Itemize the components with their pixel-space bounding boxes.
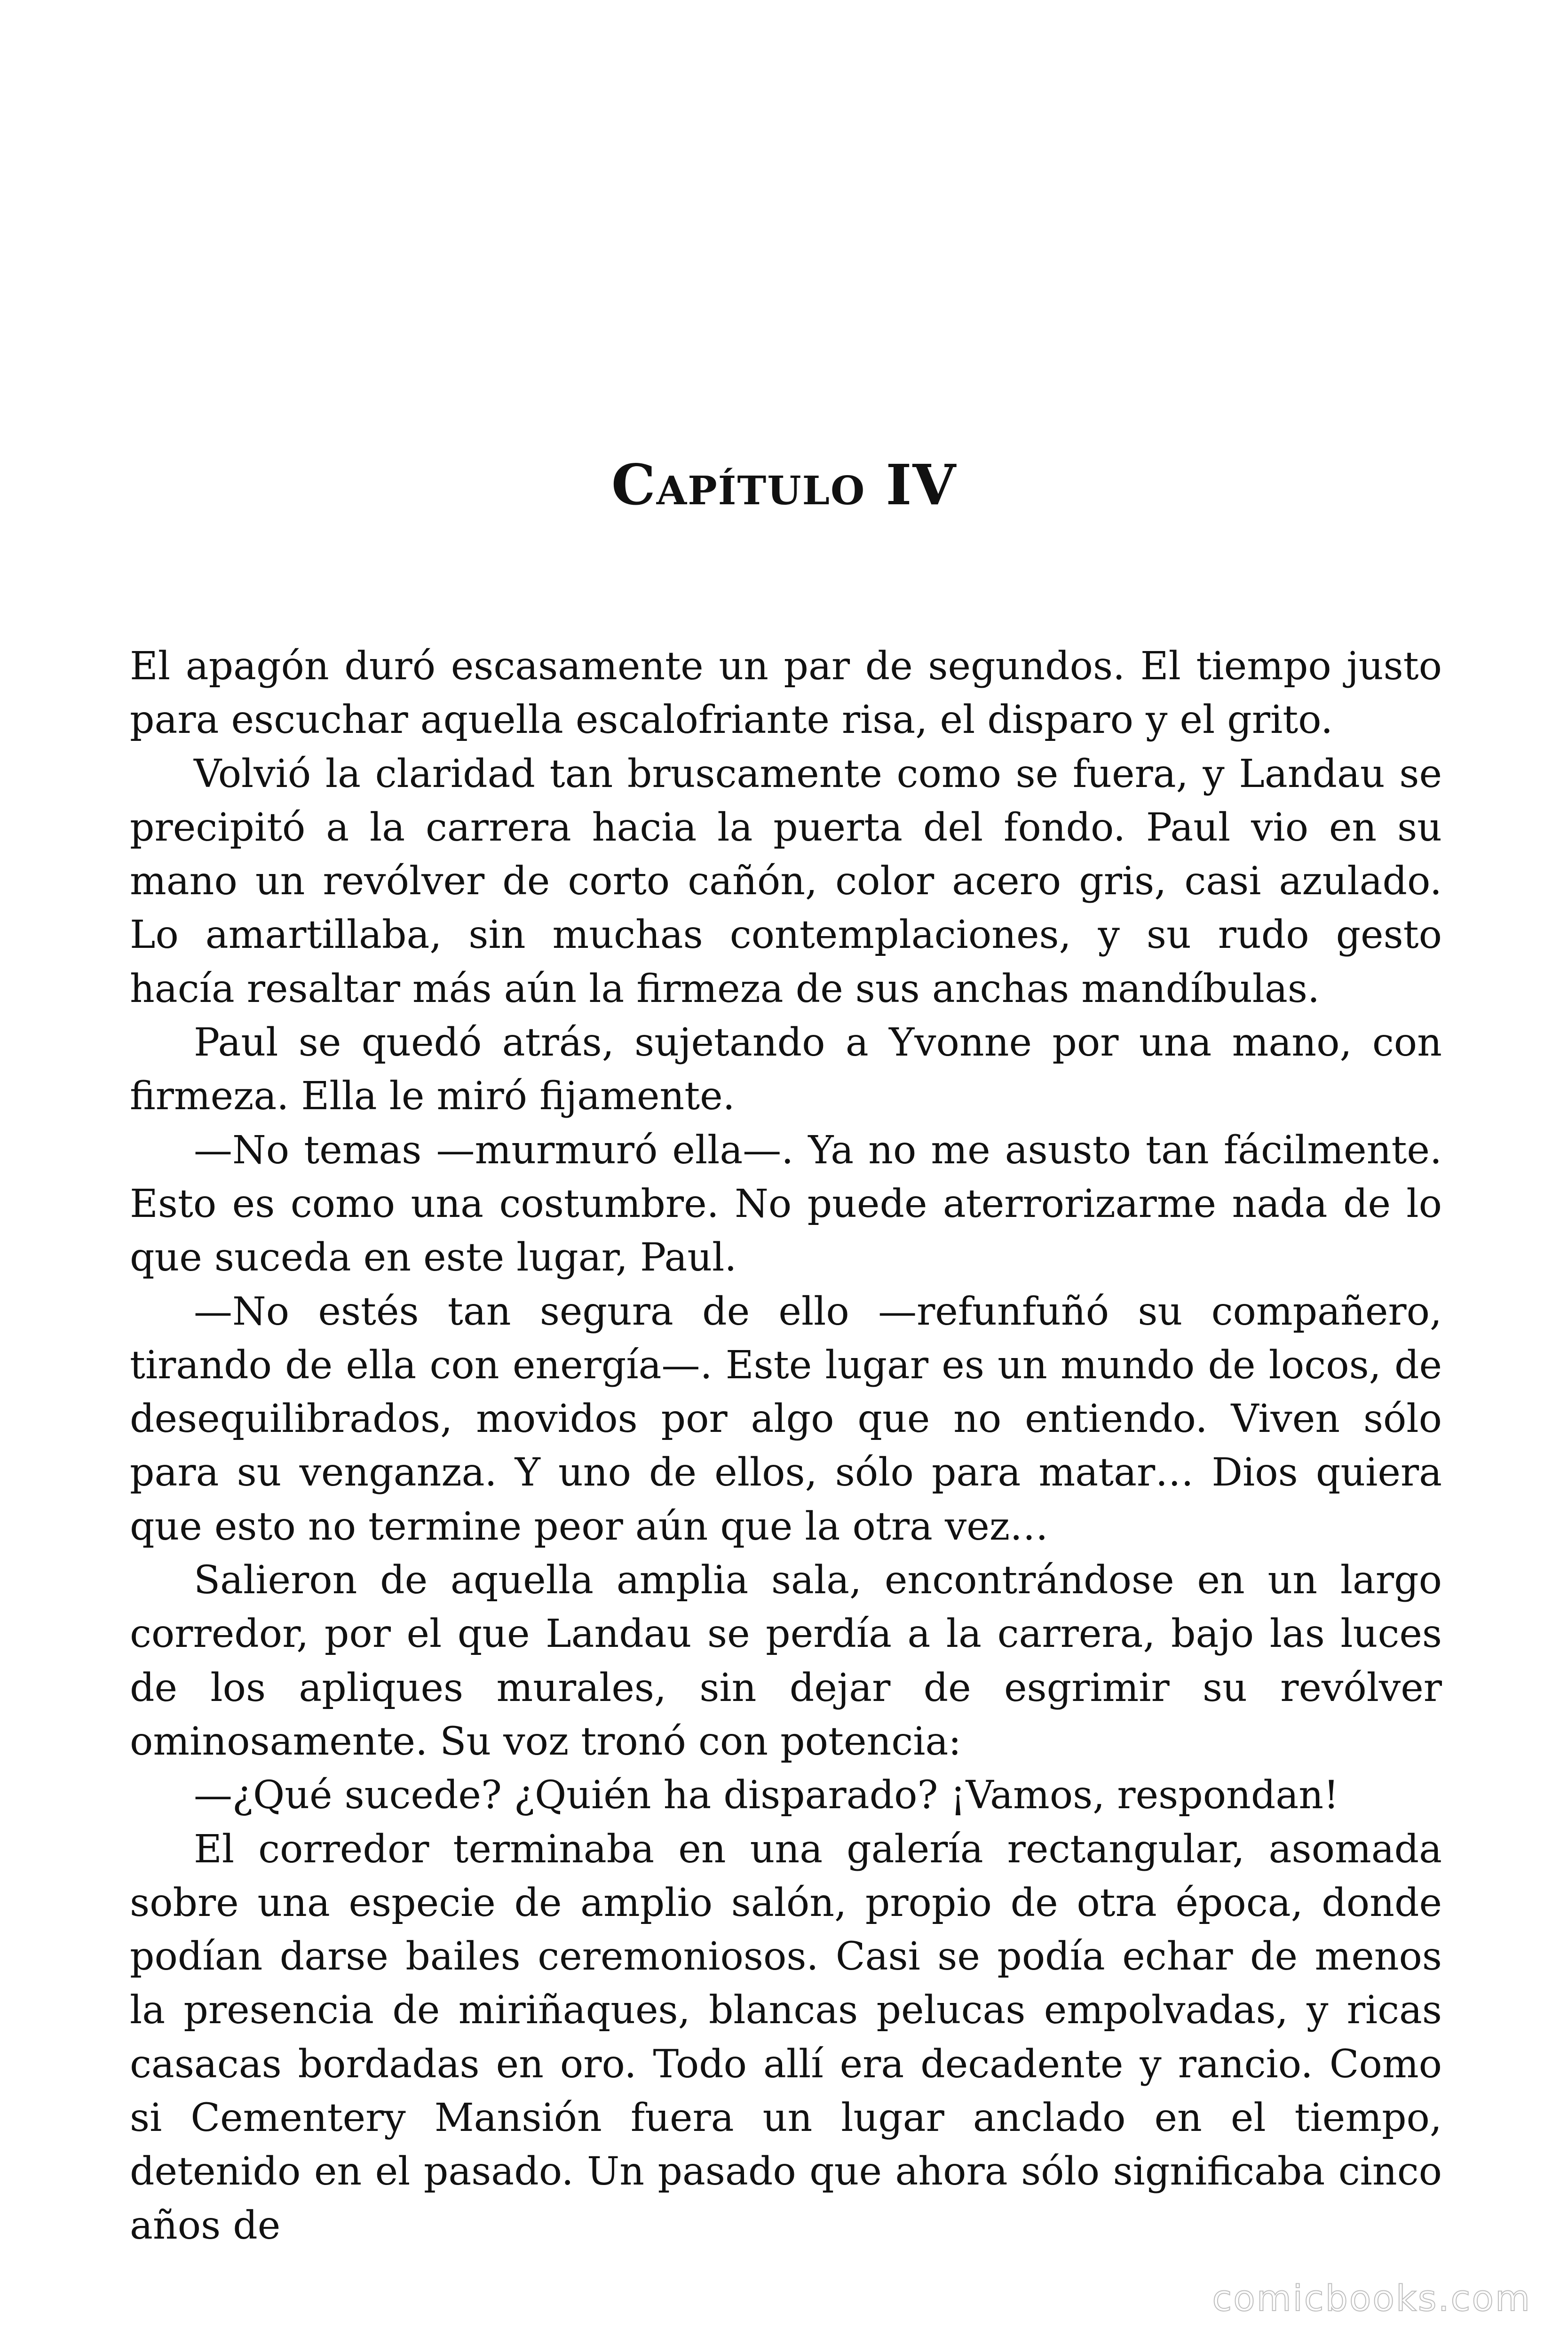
paragraph: —¿Qué sucede? ¿Quién ha disparado? ¡Vamos, respondan! [194,1773,1339,1818]
chapter-body [130,640,1442,2253]
paragraph: Volvió la claridad tan bruscamente como se fuera, y Landau se precipitó a la carrera hacia la puerta del fondo. Paul vio en su mano un revólver de corto cañón, color acero gris, casi azulado. Lo amartillaba, sin muchas contemplaciones, y su rudo gesto hacía resaltar más aún la firmeza de sus anchas mandíbulas. [130,751,1442,1011]
paragraph: Paul se quedó atrás, sujetando a Yvonne por una mano, con firmeza. Ella le miró fijamente. [130,1020,1442,1119]
paragraph: —No estés tan segura de ello —refunfuñó su compañero, tirando de ella con energía—. Este lugar es un mundo de locos, de desequilibrados, movidos por algo que no entiendo. Viven sólo para su venganza. Y uno de ellos, sólo para matar… Dios quiera que esto no termine peor aún que la otra vez… [130,1289,1442,1549]
watermark: comicbooks.com [1212,2277,1531,2319]
paragraph: El corredor terminaba en una galería rectangular, asomada sobre una especie de amplio salón, propio de otra época, donde podían darse bailes ceremoniosos. Casi se podía echar de menos la presencia de miriñaques, blancas pelucas empolvadas, y ricas casacas bordadas en oro. Todo allí era decadente y rancio. Como si Cementery Mansión fuera un lugar anclado en el tiempo, detenido en el pasado. Un pasado que ahora sólo significaba cinco años de [130,1827,1442,2248]
paragraph: El apagón duró escasamente un par de segundos. El tiempo justo para escuchar aquella escalofriante risa, el disparo y el grito. [130,644,1442,743]
paragraph: Salieron de aquella amplia sala, encontrándose en un largo corredor, por el que Landau se perdía a la carrera, bajo las luces de los apliques murales, sin dejar de esgrimir su revólver ominosamente. Su voz tronó con potencia: [130,1558,1442,1764]
paragraph: —No temas —murmuró ella—. Ya no me asusto tan fácilmente. Esto es como una costumbre. No puede aterrorizarme nada de lo que suceda en este lugar, Paul. [130,1128,1442,1280]
chapter-title: Capítulo IV [611,452,957,517]
